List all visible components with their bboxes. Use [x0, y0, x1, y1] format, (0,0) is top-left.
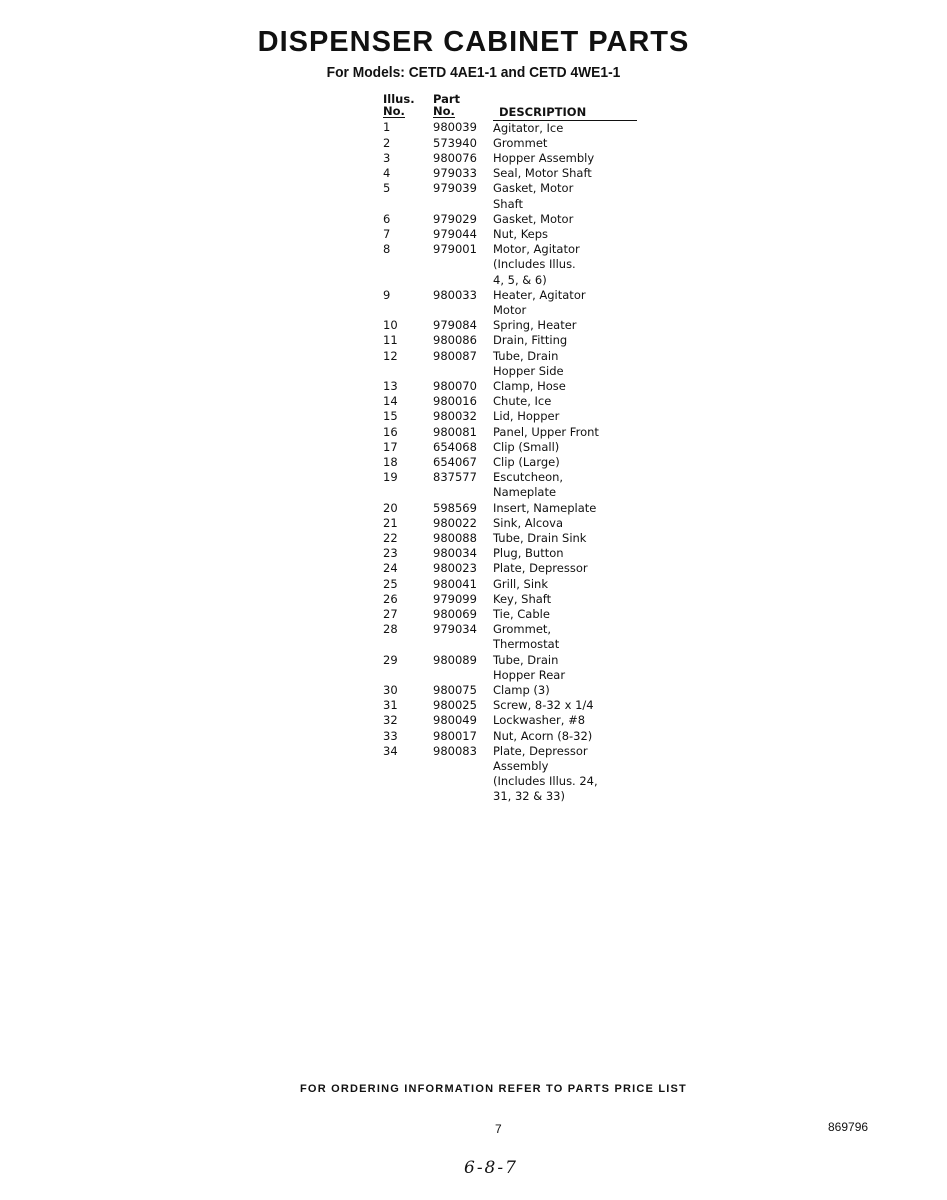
table-row: [383, 136, 637, 151]
part-number-cell: 979099: [433, 591, 477, 606]
description-cell: Nut, Keps: [493, 226, 549, 241]
part-number-cell: 980069: [433, 607, 477, 621]
part-header-line1: Part: [433, 92, 461, 106]
table-row: [383, 744, 637, 805]
illus-number-cell: 20: [383, 500, 398, 515]
part-number-cell: 837577: [433, 470, 477, 485]
illus-number-cell: 33: [383, 728, 398, 743]
description-cell: Motor, Agitator (Includes Illus. 4, 5, & 6): [493, 242, 580, 287]
part-number-cell: 980017: [433, 728, 477, 743]
part-number-cell: 654067: [433, 454, 477, 469]
description-cell: Seal, Motor Shaft: [493, 166, 592, 181]
illus-number-cell: 15: [383, 409, 398, 424]
description-cell: Panel, Upper Front: [493, 424, 599, 439]
table-row: [383, 318, 637, 333]
table-row: [383, 166, 637, 181]
illus-number-cell: 31: [383, 698, 398, 713]
part-number-cell: 979001: [433, 242, 477, 257]
description-cell: Key, Shaft: [493, 591, 552, 606]
table-row: [383, 425, 637, 440]
description-cell: Clamp (3): [493, 683, 550, 698]
description-cell: Tube, Drain Hopper Side: [493, 348, 564, 378]
table-row: [383, 242, 637, 288]
parts-table: [383, 93, 637, 805]
part-number-cell: 980032: [433, 409, 477, 424]
illus-number-cell: 25: [383, 576, 398, 591]
illus-number-cell: 21: [383, 515, 398, 530]
part-number-cell: 979034: [433, 622, 477, 637]
illus-number-cell: 5: [383, 181, 391, 196]
description-cell: Chute, Ice: [493, 394, 552, 409]
illus-header-line2: No.: [383, 104, 405, 118]
description-cell: Drain, Fitting: [493, 333, 568, 348]
page-title: DISPENSER CABINET PARTS: [257, 26, 690, 58]
table-row: [383, 622, 637, 652]
description-cell: Hopper Assembly: [493, 150, 595, 165]
description-cell: Tie, Cable: [493, 607, 550, 621]
part-no-header: [433, 93, 493, 120]
table-row: [383, 729, 637, 744]
illus-number-cell: 8: [383, 242, 391, 257]
table-row: [383, 546, 637, 561]
part-number-cell: 980088: [433, 530, 477, 545]
description-header: DESCRIPTION: [493, 93, 637, 120]
parts-table-body: [383, 120, 637, 805]
description-cell: Gasket, Motor Shaft: [493, 181, 574, 211]
part-number-cell: 980081: [433, 424, 477, 439]
table-row: [383, 288, 637, 318]
illus-number-cell: 14: [383, 394, 398, 409]
part-number-cell: 980089: [433, 652, 477, 667]
handwritten-mark: 6-8-7: [464, 1158, 518, 1178]
table-row: [383, 333, 637, 348]
illus-number-cell: 13: [383, 378, 398, 393]
illus-number-cell: 16: [383, 424, 398, 439]
illus-number-cell: 10: [383, 318, 398, 333]
part-number-cell: 980033: [433, 287, 477, 302]
part-number-cell: 980087: [433, 348, 477, 363]
description-cell: Clip (Large): [493, 454, 560, 469]
description-cell: Gasket, Motor: [493, 211, 574, 226]
description-cell: Escutcheon, Nameplate: [493, 470, 564, 500]
table-row: [383, 151, 637, 166]
part-number-cell: 980086: [433, 333, 477, 348]
table-row: [383, 440, 637, 455]
part-number-cell: 980039: [433, 120, 477, 134]
illus-number-cell: 17: [383, 439, 398, 454]
table-row: [383, 698, 637, 713]
description-cell: Sink, Alcova: [493, 515, 564, 530]
illus-header-line1: Illus.: [383, 92, 415, 106]
illus-number-cell: 3: [383, 150, 391, 165]
table-row: [383, 379, 637, 394]
illus-number-cell: 1: [383, 120, 391, 134]
ordering-note: FOR ORDERING INFORMATION REFER TO PARTS PRICE LIST: [300, 1083, 687, 1095]
illus-number-cell: 4: [383, 166, 391, 181]
illus-number-cell: 18: [383, 454, 398, 469]
description-cell: Screw, 8-32 x 1/4: [493, 698, 594, 713]
description-cell: Grommet, Thermostat: [493, 622, 560, 652]
description-cell: Agitator, Ice: [493, 120, 564, 135]
part-number-cell: 979044: [433, 226, 477, 241]
illus-number-cell: 26: [383, 591, 398, 606]
illus-number-cell: 30: [383, 683, 398, 698]
illus-number-cell: 2: [383, 135, 391, 150]
illus-number-cell: 34: [383, 743, 398, 758]
part-number-cell: 980076: [433, 150, 477, 165]
illus-number-cell: 12: [383, 348, 398, 363]
description-cell: Clip (Small): [493, 439, 560, 454]
table-row: [383, 212, 637, 227]
document-number: 869796: [828, 1120, 869, 1134]
part-number-cell: 980023: [433, 561, 477, 576]
table-row: [383, 470, 637, 500]
illus-number-cell: 6: [383, 211, 391, 226]
table-row: [383, 561, 637, 576]
part-number-cell: 979084: [433, 318, 477, 333]
table-row: [383, 683, 637, 698]
part-number-cell: 980083: [433, 743, 477, 758]
illus-number-cell: 27: [383, 607, 398, 621]
table-row: [383, 531, 637, 546]
table-row: [383, 607, 637, 622]
part-number-cell: 980016: [433, 394, 477, 409]
description-cell: Heater, Agitator Motor: [493, 287, 586, 317]
table-row: [383, 516, 637, 531]
description-cell: Grommet: [493, 135, 548, 150]
illus-number-cell: 22: [383, 530, 398, 545]
table-row: [383, 394, 637, 409]
description-cell: Spring, Heater: [493, 318, 577, 333]
description-cell: Grill, Sink: [493, 576, 548, 591]
table-header-row: [383, 93, 637, 120]
description-cell: Tube, Drain Sink: [493, 530, 587, 545]
table-row: [383, 455, 637, 470]
part-number-cell: 979033: [433, 166, 477, 181]
illus-number-cell: 24: [383, 561, 398, 576]
part-number-cell: 654068: [433, 439, 477, 454]
illus-number-cell: 7: [383, 226, 391, 241]
table-row: [383, 181, 637, 211]
description-cell: Lid, Hopper: [493, 409, 560, 424]
part-number-cell: 980034: [433, 546, 477, 561]
table-row: [383, 409, 637, 424]
description-cell: Plug, Button: [493, 546, 564, 561]
illus-number-cell: 28: [383, 622, 398, 637]
illus-number-cell: 29: [383, 652, 398, 667]
description-cell: Plate, Depressor Assembly (Includes Illus. 24, 31, 32 & 33): [493, 743, 598, 804]
models-subtitle: For Models: CETD 4AE1-1 and CETD 4WE1-1: [326, 64, 621, 81]
illus-number-cell: 32: [383, 713, 398, 728]
part-number-cell: 979039: [433, 181, 477, 196]
part-number-cell: 980025: [433, 698, 477, 713]
part-number-cell: 980022: [433, 515, 477, 530]
part-number-cell: 979029: [433, 211, 477, 226]
part-header-line2: No.: [433, 104, 455, 118]
part-number-cell: 980049: [433, 713, 477, 728]
description-cell: Insert, Nameplate: [493, 500, 597, 515]
illus-number-cell: 19: [383, 470, 398, 485]
description-cell: Tube, Drain Hopper Rear: [493, 652, 566, 682]
description-cell: Nut, Acorn (8-32): [493, 728, 593, 743]
part-number-cell: 598569: [433, 500, 477, 515]
part-number-cell: 573940: [433, 135, 477, 150]
part-number-cell: 980070: [433, 378, 477, 393]
part-number-cell: 980075: [433, 683, 477, 698]
description-cell: Lockwasher, #8: [493, 713, 586, 728]
illus-number-cell: 11: [383, 333, 398, 348]
part-number-cell: 980041: [433, 576, 477, 591]
table-row: [383, 501, 637, 516]
description-cell: Plate, Depressor: [493, 561, 588, 576]
page-number: 7: [495, 1122, 502, 1136]
table-row: [383, 349, 637, 379]
table-row: [383, 592, 637, 607]
illus-number-cell: 9: [383, 287, 391, 302]
table-row: [383, 227, 637, 242]
description-cell: Clamp, Hose: [493, 378, 566, 393]
illus-number-cell: 23: [383, 546, 398, 561]
table-row: [383, 713, 637, 728]
illus-no-header: [383, 93, 433, 120]
table-row: [383, 120, 637, 136]
table-row: [383, 653, 637, 683]
table-row: [383, 577, 637, 592]
